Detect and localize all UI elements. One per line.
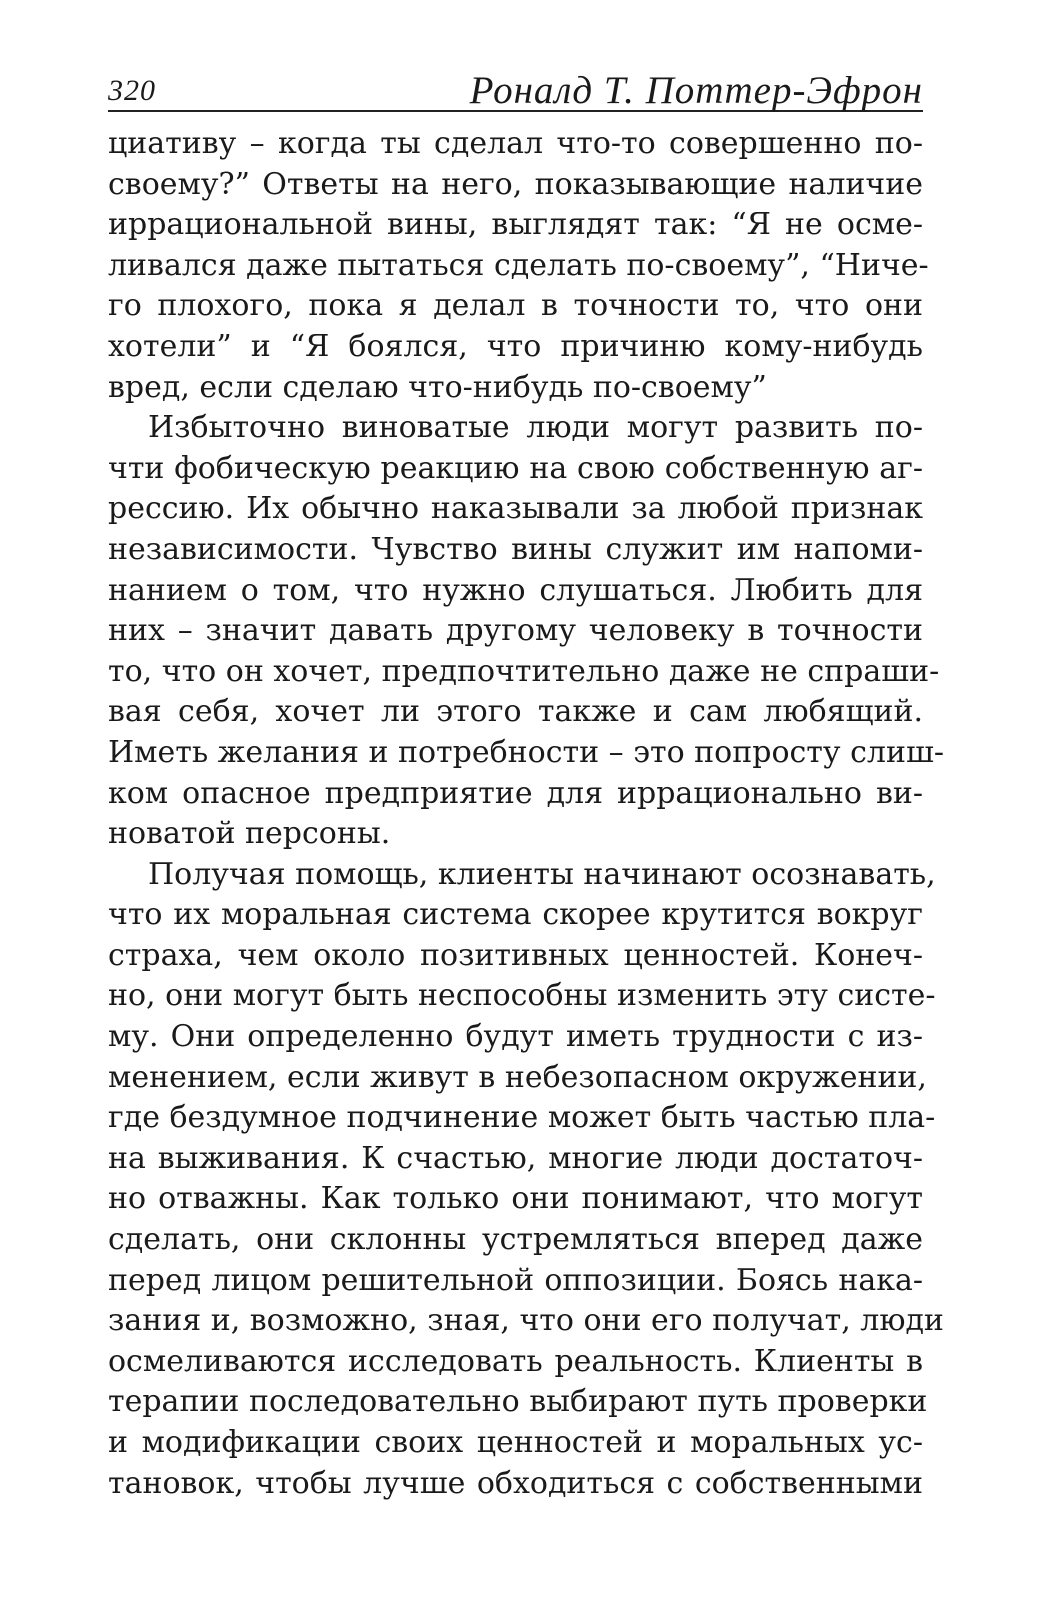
text-line: менением, если живут в небезопасном окружении, bbox=[108, 1059, 927, 1095]
text-line: на выживания. К счастью, многие люди достаточ- bbox=[108, 1140, 923, 1176]
text-line: и модификации своих ценностей и моральных ус- bbox=[108, 1425, 923, 1460]
text-line: вая себя, хочет ли этого также и сам любящий. bbox=[108, 694, 923, 730]
text-line: ливался даже пытаться сделать по-своему”, “Ниче- bbox=[108, 247, 929, 283]
text-line: новатой персоны. bbox=[108, 816, 391, 852]
text-line: ком опасное предприятие для иррационально ви- bbox=[108, 775, 923, 811]
text-line: рессию. Их обычно наказывали за любой признак bbox=[108, 491, 923, 527]
text-line: вред, если сделаю что-нибудь по-своему” bbox=[108, 369, 767, 405]
text-line: где бездумное подчинение может быть частью пла- bbox=[108, 1100, 936, 1136]
page-number: 320 bbox=[108, 74, 156, 107]
text-line: осмеливаются исследовать реальность. Клиенты в bbox=[108, 1343, 923, 1379]
text-line: чти фобическую реакцию на свою собственную аг- bbox=[108, 450, 923, 486]
text-line: тановок, чтобы лучше обходиться с собственными bbox=[108, 1465, 923, 1501]
text-line: независимости. Чувство вины служит им напоми- bbox=[108, 531, 923, 567]
running-header bbox=[108, 66, 923, 112]
text-line: то, что он хочет, предпочтительно даже не спраши- bbox=[108, 653, 940, 689]
paragraph-3 bbox=[108, 855, 944, 1505]
text-line: перед лицом решительной оппозиции. Боясь нака- bbox=[108, 1262, 923, 1298]
text-line: иррациональной вины, выглядят так: “Я не осме- bbox=[108, 207, 923, 243]
text-line: сделать, они склонны устремляться вперед даже bbox=[108, 1222, 923, 1258]
paragraph-2 bbox=[108, 408, 944, 855]
text-line: нанием о том, что нужно слушаться. Любить для bbox=[108, 572, 923, 608]
text-line: но отважны. Как только они понимают, что могут bbox=[108, 1181, 923, 1217]
text-line: му. Они определенно будут иметь трудности с из- bbox=[108, 1019, 923, 1055]
text-line: но, они могут быть неспособны изменить эту систе- bbox=[108, 978, 936, 1014]
text-line: них – значит давать другому человеку в точности bbox=[108, 613, 923, 649]
paragraph-1 bbox=[108, 124, 929, 408]
text-line: Получая помощь, клиенты начинают осознавать, bbox=[148, 856, 936, 892]
text-line: терапии последовательно выбирают путь проверки bbox=[108, 1384, 928, 1420]
running-title: Роналд Т. Поттер-Эфрон bbox=[469, 69, 923, 112]
text-line: го плохого, пока я делал в точности то, что они bbox=[108, 288, 923, 324]
text-line: хотели” и “Я боялся, что причиню кому-нибудь bbox=[108, 328, 923, 364]
body-text bbox=[108, 124, 944, 1504]
text-line: своему?” Ответы на него, показывающие наличие bbox=[108, 166, 923, 202]
text-line: зания и, возможно, зная, что они его получат, люди bbox=[108, 1303, 944, 1339]
text-line: что их моральная система скорее крутится вокруг bbox=[108, 897, 923, 933]
text-line: циативу – когда ты сделал что-то совершенно по- bbox=[108, 126, 923, 161]
text-line: Избыточно виноватые люди могут развить по- bbox=[148, 410, 923, 446]
text-line: страха, чем около позитивных ценностей. Конеч- bbox=[108, 937, 923, 973]
text-line: Иметь желания и потребности – это попросту слиш- bbox=[108, 734, 944, 770]
